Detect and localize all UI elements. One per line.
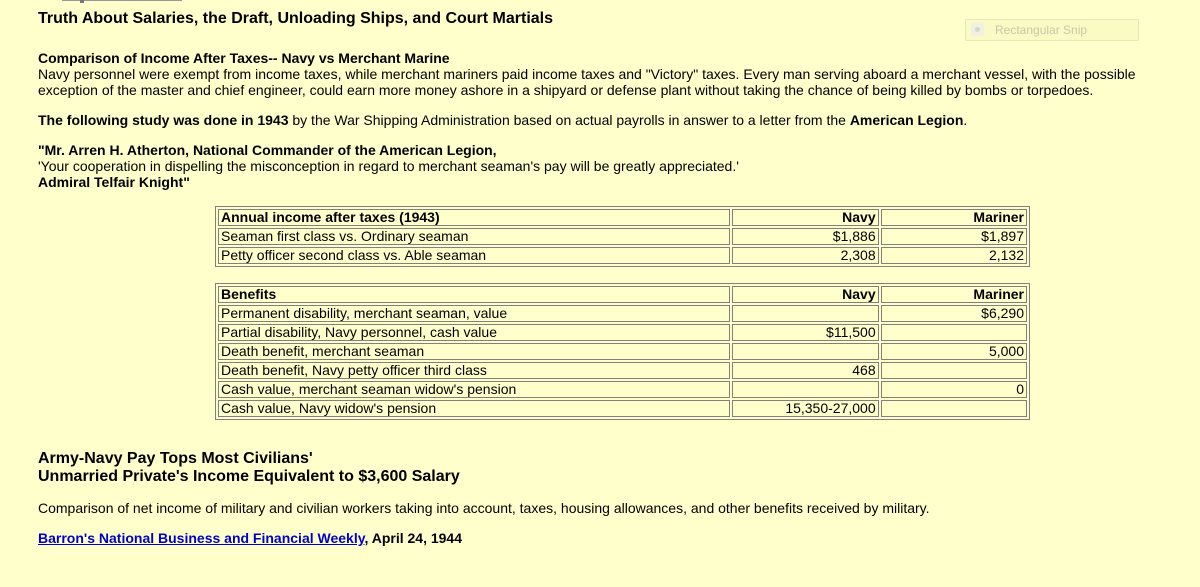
table-cell [881,324,1027,341]
table-row [218,343,1027,360]
study-middle: by the War Shipping Administration based on actual payrolls in answer to a letter from the [288,112,850,128]
table-cell [881,400,1027,417]
top-divider [62,0,182,4]
table-cell: 5,000 [881,343,1027,360]
table-cell: Permanent disability, merchant seaman, value [218,305,730,322]
header-cell: Navy [732,209,878,226]
snip-label: Rectangular Snip [995,23,1088,37]
header-cell: Annual income after taxes (1943) [218,209,730,226]
table-row [218,247,1027,264]
table-cell: Petty officer second class vs. Able seaman [218,247,730,264]
divider-tick [80,0,84,3]
table-cell: 468 [732,362,878,379]
table-cell: 2,308 [732,247,878,264]
army-heading-1: Army-Navy Pay Tops Most Civilians' [38,450,313,467]
table-cell [732,381,878,398]
quote-line-2: 'Your cooperation in dispelling the misconception in regard to merchant seaman's pay will be greatly appreciated.' [38,158,739,174]
table-cell: $11,500 [732,324,878,341]
table-row [218,324,1027,341]
study-bold-end: American Legion [849,112,964,128]
table-cell: 15,350-27,000 [732,400,878,417]
source-citation [38,530,1168,546]
table-cell: 2,132 [881,247,1027,264]
table-cell: $1,886 [732,228,878,245]
army-heading-2: Unmarried Private's Income Equivalent to $3,600 Salary [38,468,460,485]
barrons-link[interactable]: Barron's National Business and Financial Weekly [38,530,365,546]
study-paragraph [38,112,1168,128]
table-cell: Seaman first class vs. Ordinary seaman [218,228,730,245]
table-cell: Cash value, merchant seaman widow's pension [218,381,730,398]
table-cell: Cash value, Navy widow's pension [218,400,730,417]
army-navy-headings [38,450,1168,486]
table-header-row [218,209,1027,226]
table-cell [881,362,1027,379]
quote-line-3 [38,174,1168,190]
benefits-table [215,283,1030,420]
table-cell: Partial disability, Navy personnel, cash value [218,324,730,341]
table-header-row [218,286,1027,303]
table-row [218,305,1027,322]
section-body-income: Navy personnel were exempt from income taxes, while merchant mariners paid income taxes and "Victory" taxes. Every man serving aboard a merchant vessel, with the possible exception of the master and chief engineer, could earn more money ashore in a shipyard or defense plant without taking the chance of being killed by bombs or torpedoes. [38,66,1136,98]
table-cell: Death benefit, Navy petty officer third class [218,362,730,379]
table-cell [732,305,878,322]
table-row [218,362,1027,379]
table-cell: 0 [881,381,1027,398]
header-cell: Mariner [881,286,1027,303]
table-row [218,400,1027,417]
header-cell: Benefits [218,286,730,303]
quote-block [38,142,1168,190]
quote-line-1 [38,142,1168,158]
table-cell: $6,290 [881,305,1027,322]
comparison-paragraph: Comparison of net income of military and civilian workers taking into account, taxes, housing allowances, and other benefits received by military. [38,500,930,516]
study-bold-start: The following study was done in 1943 [38,112,289,128]
table-row [218,228,1027,245]
table-cell: $1,897 [881,228,1027,245]
header-cell: Navy [732,286,878,303]
table-cell [732,343,878,360]
quote-line-1-text: "Mr. Arren H. Atherton, National Commander of the American Legion, [38,142,497,158]
section-heading-income: Comparison of Income After Taxes-- Navy vs Merchant Marine [38,50,450,66]
article [38,10,1168,546]
source-date: , April 24, 1944 [364,530,463,546]
table-row [218,381,1027,398]
quote-line-3-text: Admiral Telfair Knight" [38,174,190,190]
income-table [215,206,1030,267]
study-tail: . [963,112,968,128]
page-title: Truth About Salaries, the Draft, Unloading Ships, and Court Martials [38,10,554,27]
header-cell: Mariner [881,209,1027,226]
table-cell: Death benefit, merchant seaman [218,343,730,360]
